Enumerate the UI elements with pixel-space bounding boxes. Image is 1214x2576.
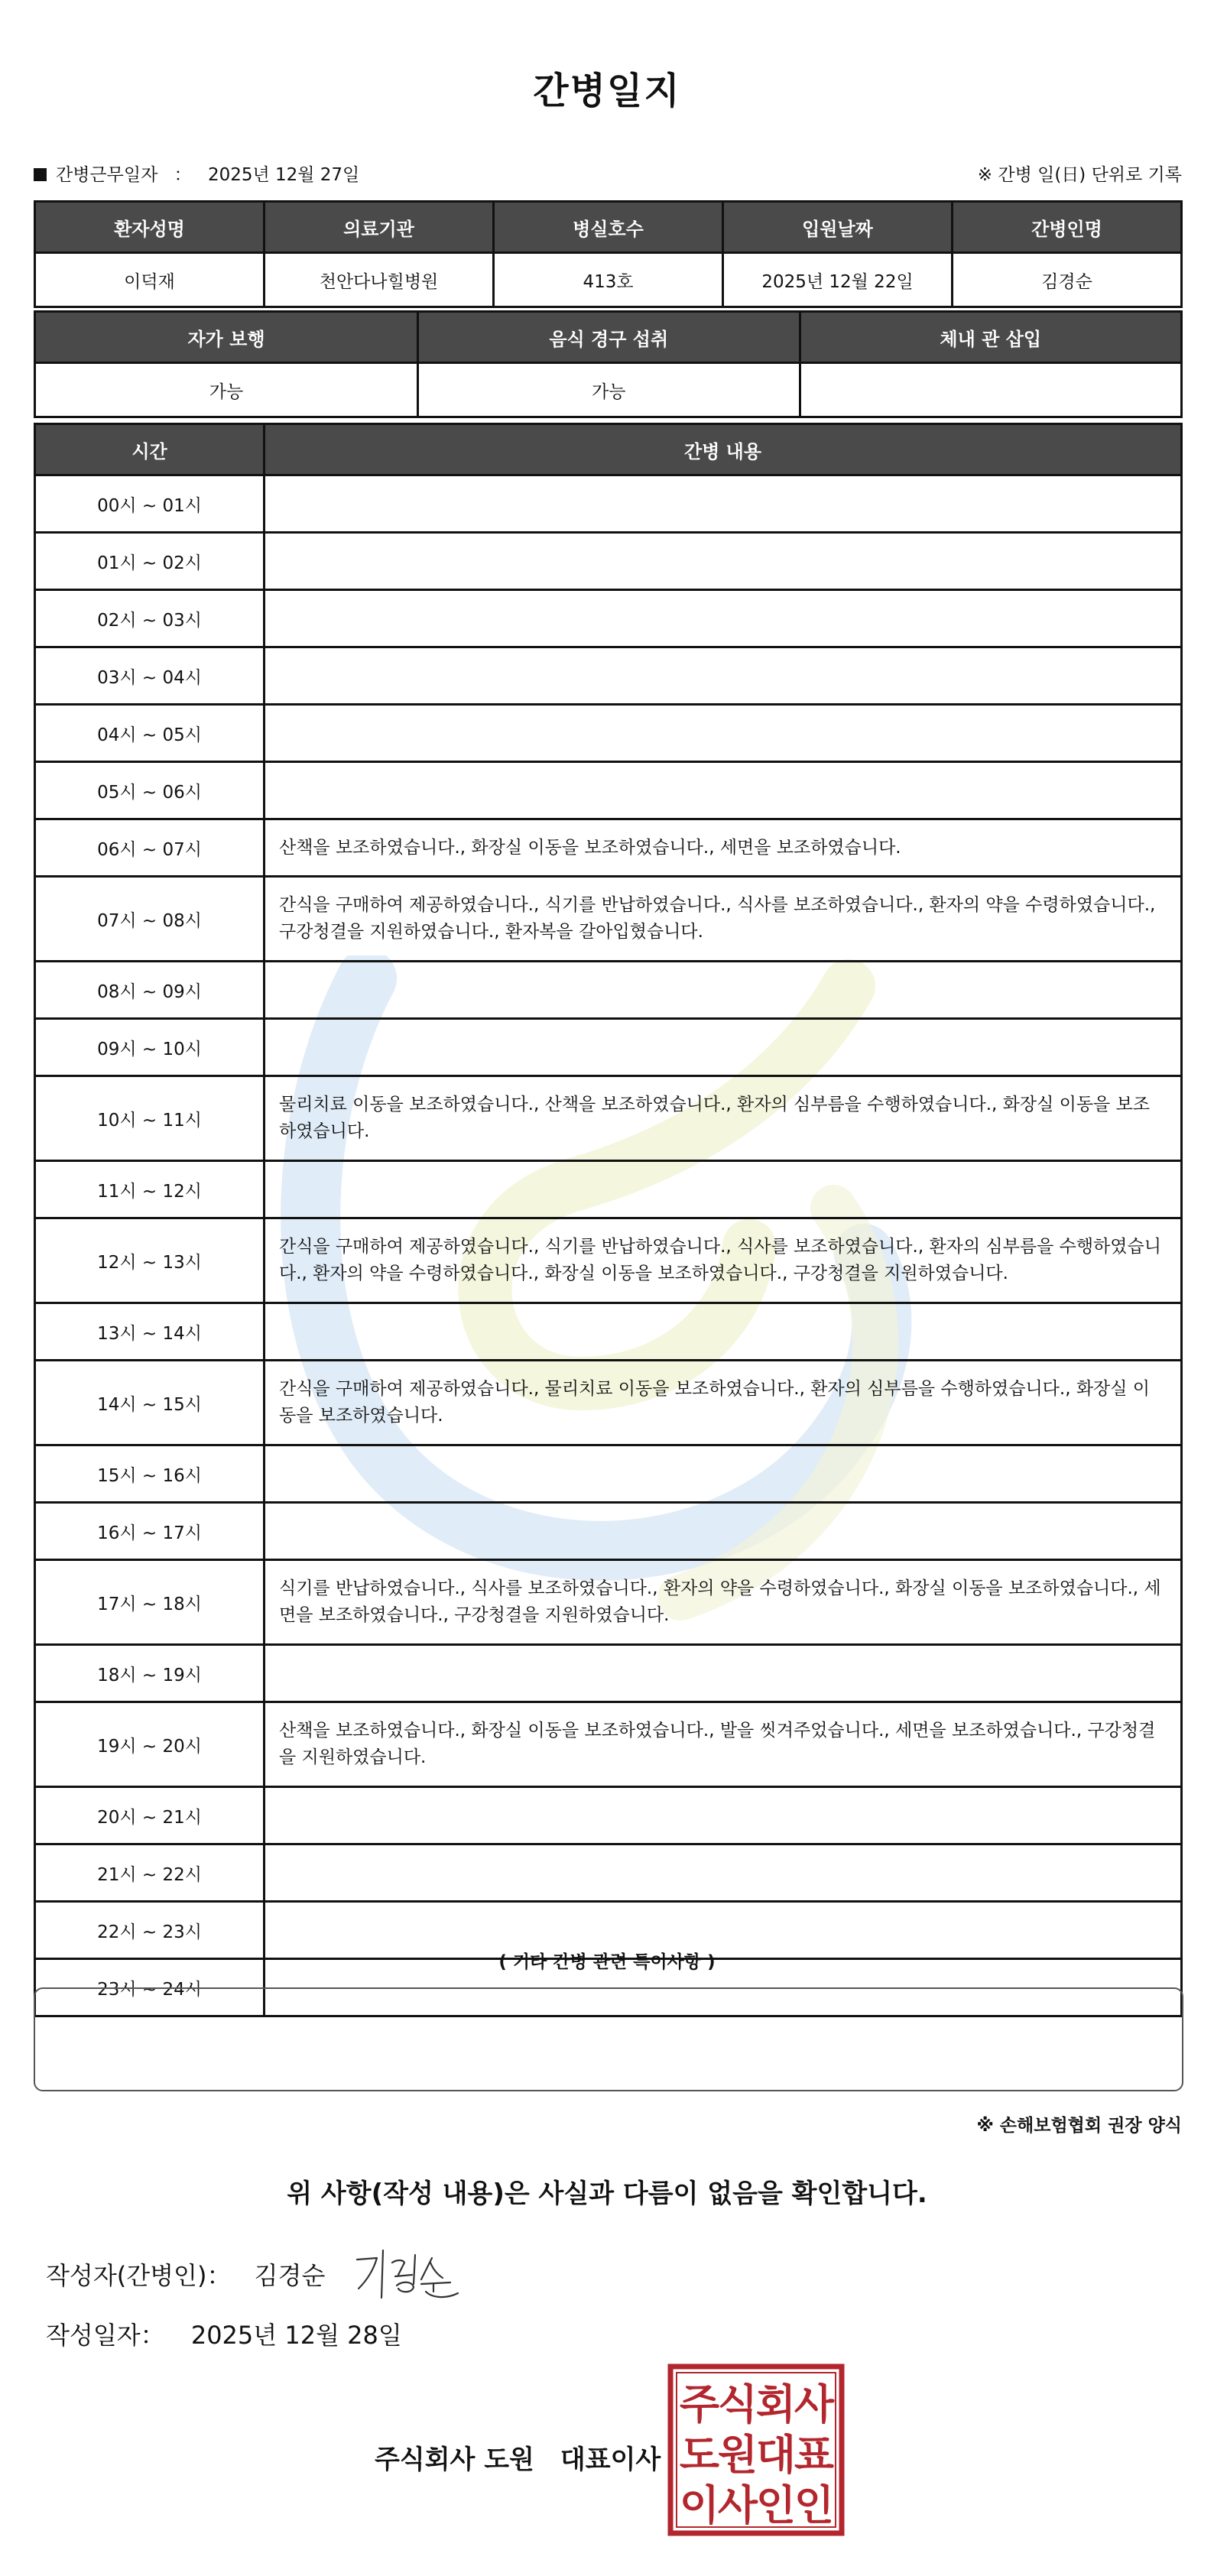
time-cell: 20시 ~ 21시 [35, 1787, 265, 1844]
work-date [34, 161, 359, 186]
table-row [35, 705, 1182, 762]
square-bullet-icon [34, 168, 47, 181]
time-cell: 14시 ~ 15시 [35, 1361, 265, 1445]
care-content-cell: 산책을 보조하였습니다., 화장실 이동을 보조하였습니다., 발을 씻겨주었습니다., 세면을 보조하였습니다., 구강청결을 지원하였습니다. [265, 1702, 1182, 1787]
time-cell: 10시 ~ 11시 [35, 1076, 265, 1161]
signature-icon [348, 2244, 493, 2305]
table-row [35, 1161, 1182, 1218]
writer-name: 김경순 [254, 2261, 326, 2290]
header-patient-name: 환자성명 [35, 202, 265, 253]
time-cell: 05시 ~ 06시 [35, 762, 265, 819]
unit-note: ※ 간병 일(日) 단위로 기록 [977, 165, 1182, 185]
patient-name: 이덕재 [35, 253, 265, 307]
header-tube-insertion: 체내 관 삽입 [800, 312, 1182, 363]
care-content-cell [265, 1787, 1182, 1844]
time-cell: 01시 ~ 02시 [35, 533, 265, 590]
table-row [35, 647, 1182, 705]
table-row [35, 762, 1182, 819]
table-row [35, 1645, 1182, 1702]
table-row [35, 819, 1182, 877]
time-cell: 19시 ~ 20시 [35, 1702, 265, 1787]
header-admission-date: 입원날짜 [723, 202, 953, 253]
time-cell: 18시 ~ 19시 [35, 1645, 265, 1702]
time-cell: 17시 ~ 18시 [35, 1560, 265, 1645]
page-title: 간병일지 [533, 70, 681, 112]
room-number: 413호 [494, 253, 723, 307]
table-row [35, 1445, 1182, 1503]
svg-text:표: 표 [794, 2431, 835, 2479]
time-cell: 02시 ~ 03시 [35, 590, 265, 647]
header-self-walking: 자가 보행 [35, 312, 418, 363]
care-content-cell [265, 1019, 1182, 1076]
svg-text:인: 인 [794, 2481, 835, 2529]
writer-line [46, 2256, 325, 2292]
care-content-cell [265, 1445, 1182, 1503]
work-date-separator: ： [174, 165, 192, 185]
care-content-cell: 물리치료 이동을 보조하였습니다., 산책을 보조하였습니다., 환자의 심부름을 수행하였습니다., 화장실 이동을 보조하였습니다. [265, 1076, 1182, 1161]
header-time: 시간 [35, 424, 265, 475]
table-row [35, 1503, 1182, 1560]
svg-text:도: 도 [679, 2431, 720, 2479]
care-content-cell [265, 705, 1182, 762]
table-row [35, 962, 1182, 1019]
company-seal-icon [667, 2363, 845, 2536]
care-log-table [34, 423, 1183, 2017]
time-cell: 15시 ~ 16시 [35, 1445, 265, 1503]
table-row [35, 1019, 1182, 1076]
notes-title: ( 기타 간병 관련 특이사항 ) [498, 1952, 716, 1972]
care-content-cell [265, 1844, 1182, 1902]
time-cell: 21시 ~ 22시 [35, 1844, 265, 1902]
caregiver-name: 김경순 [953, 253, 1182, 307]
care-content-cell: 간식을 구매하여 제공하였습니다., 식기를 반납하였습니다., 식사를 보조하였습니다., 환자의 약을 수령하였습니다., 구강청결을 지원하였습니다., 환자복을 갈아입혔습니다. [265, 877, 1182, 962]
header-care-content: 간병 내용 [265, 424, 1182, 475]
time-cell: 22시 ~ 23시 [35, 1902, 265, 1959]
table-row [35, 1361, 1182, 1445]
svg-text:식: 식 [717, 2380, 758, 2428]
care-content-cell: 식기를 반납하였습니다., 식사를 보조하였습니다., 환자의 약을 수령하였습니다., 화장실 이동을 보조하였습니다., 세면을 보조하였습니다., 구강청결을 지원하였습니다. [265, 1560, 1182, 1645]
time-cell: 16시 ~ 17시 [35, 1503, 265, 1560]
svg-text:사: 사 [717, 2481, 758, 2529]
write-date-line [46, 2316, 402, 2351]
care-content-cell [265, 1161, 1182, 1218]
table-row [35, 877, 1182, 962]
svg-text:사: 사 [794, 2380, 835, 2428]
header-hospital: 의료기관 [265, 202, 494, 253]
table-row [35, 1218, 1182, 1303]
write-date-value: 2025년 12월 28일 [190, 2321, 402, 2350]
table-row [35, 1560, 1182, 1645]
oral-intake-value: 가능 [418, 363, 800, 417]
time-cell: 13시 ~ 14시 [35, 1303, 265, 1361]
svg-text:원: 원 [717, 2431, 758, 2479]
svg-text:회: 회 [755, 2380, 797, 2428]
svg-text:대: 대 [755, 2431, 797, 2479]
svg-text:인: 인 [755, 2481, 797, 2529]
care-content-cell [265, 762, 1182, 819]
header-oral-intake: 음식 경구 섭취 [418, 312, 800, 363]
care-content-cell [265, 533, 1182, 590]
time-cell: 00시 ~ 01시 [35, 475, 265, 533]
write-date-label: 작성일자： [46, 2321, 165, 2350]
hospital-name: 천안다나힐병원 [265, 253, 494, 307]
self-walking-value: 가능 [35, 363, 418, 417]
care-content-cell [265, 590, 1182, 647]
confirm-statement: 위 사항(작성 내용)은 사실과 다름이 없음을 확인합니다. [287, 2179, 927, 2209]
time-cell: 03시 ~ 04시 [35, 647, 265, 705]
notes-box [34, 1987, 1183, 2091]
ability-table [34, 310, 1183, 418]
table-row [35, 1702, 1182, 1787]
admission-date: 2025년 12월 22일 [723, 253, 953, 307]
table-row [35, 1303, 1182, 1361]
time-cell: 23시 ~ 24시 [35, 1959, 265, 2016]
work-date-value: 2025년 12월 27일 [207, 165, 360, 185]
header-caregiver-name: 간병인명 [953, 202, 1182, 253]
writer-label: 작성자(간병인)： [46, 2261, 232, 2290]
svg-text:이: 이 [679, 2481, 720, 2529]
svg-text:주: 주 [679, 2380, 720, 2428]
table-row [35, 1844, 1182, 1902]
care-content-cell [265, 1303, 1182, 1361]
time-cell: 07시 ~ 08시 [35, 877, 265, 962]
care-content-cell [265, 475, 1182, 533]
care-content-cell [265, 1503, 1182, 1560]
time-cell: 09시 ~ 10시 [35, 1019, 265, 1076]
table-row [35, 1076, 1182, 1161]
header-room: 병실호수 [494, 202, 723, 253]
work-date-label: 간병근무일자 [56, 165, 158, 185]
table-row [35, 475, 1182, 533]
time-cell: 11시 ~ 12시 [35, 1161, 265, 1218]
company-representative: 주식회사 도원 대표이사 [375, 2445, 661, 2475]
care-content-cell: 간식을 구매하여 제공하였습니다., 물리치료 이동을 보조하였습니다., 환자의 심부름을 수행하였습니다., 화장실 이동을 보조하였습니다. [265, 1361, 1182, 1445]
table-row [35, 1787, 1182, 1844]
care-content-cell [265, 1645, 1182, 1702]
care-content-cell [265, 962, 1182, 1019]
patient-info-table [34, 200, 1183, 308]
care-content-cell: 산책을 보조하였습니다., 화장실 이동을 보조하였습니다., 세면을 보조하였습니다. [265, 819, 1182, 877]
time-cell: 12시 ~ 13시 [35, 1218, 265, 1303]
care-content-cell: 간식을 구매하여 제공하였습니다., 식기를 반납하였습니다., 식사를 보조하였습니다., 환자의 심부름을 수행하였습니다., 환자의 약을 수령하였습니다., 화장실 이동을 보조하였습니다., 구강청결을 지원하였습니다. [265, 1218, 1182, 1303]
time-cell: 08시 ~ 09시 [35, 962, 265, 1019]
time-cell: 06시 ~ 07시 [35, 819, 265, 877]
table-row [35, 533, 1182, 590]
tube-insertion-value [800, 363, 1182, 417]
table-row [35, 590, 1182, 647]
time-cell: 04시 ~ 05시 [35, 705, 265, 762]
recommendation-note: ※ 손해보험협회 권장 양식 [976, 2116, 1182, 2136]
care-content-cell [265, 647, 1182, 705]
